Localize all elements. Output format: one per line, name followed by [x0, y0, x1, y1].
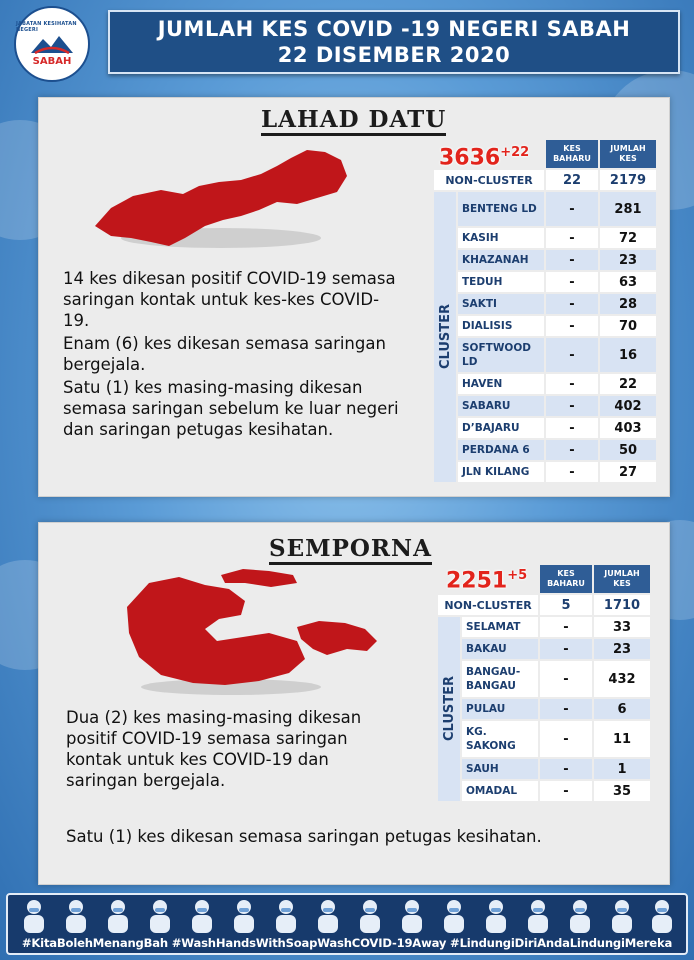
cluster-total: 1: [594, 759, 650, 779]
cluster-name: TEDUH: [458, 272, 544, 292]
lahad-datu-case-table: [432, 138, 658, 484]
cluster-name: SOFTWOOD LD: [458, 338, 544, 372]
semporna-description: [66, 707, 396, 791]
header-new-cases: KES BAHARU: [540, 565, 592, 593]
cluster-new: -: [540, 639, 592, 659]
lahad-datu-map: [91, 146, 351, 256]
cluster-new: -: [546, 338, 598, 372]
description-paragraph: Satu (1) kes dikesan semasa saringan petugas kesihatan.: [66, 827, 542, 846]
cluster-total: 22: [600, 374, 656, 394]
description-paragraph: Dua (2) kes masing-masing dikesan positif COVID-19 semasa saringan kontak untuk kes COVID-19 dan saringan bergejala.: [66, 708, 362, 790]
cluster-new: -: [540, 759, 592, 779]
non-cluster-new: 22: [546, 170, 598, 190]
cluster-new: -: [546, 418, 598, 438]
non-cluster-label: NON-CLUSTER: [434, 170, 544, 190]
cluster-total: 35: [594, 781, 650, 801]
district-title: LAHAD DATU: [261, 108, 446, 136]
cluster-total: 33: [594, 617, 650, 637]
header-total-cases: JUMLAH KES: [594, 565, 650, 593]
cluster-total: 50: [600, 440, 656, 460]
cluster-name: SAUH: [462, 759, 538, 779]
cluster-name: SELAMAT: [462, 617, 538, 637]
non-cluster-total: 2179: [600, 170, 656, 190]
cluster-name: SABARU: [458, 396, 544, 416]
lahad-datu-panel: [38, 97, 670, 497]
increase-value: +22: [500, 145, 530, 160]
cluster-new: -: [546, 374, 598, 394]
cluster-name: BAKAU: [462, 639, 538, 659]
description-paragraph: 14 kes dikesan positif COVID-19 semasa saringan kontak untuk kes-kes COVID-19.: [63, 269, 396, 330]
increase-value: +5: [507, 568, 528, 583]
total-value: 3636: [439, 145, 501, 171]
semporna-case-table: [436, 563, 652, 803]
report-date: 22 DISEMBER 2020: [277, 43, 511, 67]
frontliners-illustration-icon: [14, 897, 678, 933]
cluster-group-label: [434, 192, 456, 482]
cluster-total: 63: [600, 272, 656, 292]
cluster-new: -: [546, 228, 598, 248]
cluster-label-text: CLUSTER: [437, 304, 453, 370]
cluster-name: BANGAU-BANGAU: [462, 661, 538, 697]
description-paragraph: Enam (6) kes dikesan semasa saringan bergejala.: [63, 334, 386, 374]
cluster-total: 70: [600, 316, 656, 336]
header-banner: [108, 10, 680, 74]
cluster-total: 23: [594, 639, 650, 659]
cluster-new: -: [546, 316, 598, 336]
cluster-name: KG. SAKONG: [462, 721, 538, 757]
cluster-total: 403: [600, 418, 656, 438]
cluster-label-text: CLUSTER: [441, 676, 457, 742]
non-cluster-total: 1710: [594, 595, 650, 615]
cluster-new: -: [546, 294, 598, 314]
semporna-panel: [38, 522, 670, 885]
cluster-name: HAVEN: [458, 374, 544, 394]
cluster-new: -: [546, 272, 598, 292]
cluster-new: -: [546, 250, 598, 270]
cluster-name: OMADAL: [462, 781, 538, 801]
cluster-new: -: [546, 396, 598, 416]
cluster-name: SAKTI: [458, 294, 544, 314]
logo-top-text: JABATAN KESIHATAN NEGERI: [16, 21, 77, 33]
semporna-map: [121, 567, 381, 697]
cluster-total: 28: [600, 294, 656, 314]
footer-banner: [0, 893, 694, 960]
cluster-name: DIALISIS: [458, 316, 544, 336]
cluster-total: 6: [594, 699, 650, 719]
total-value: 2251: [446, 568, 508, 594]
cluster-name: D’BAJARU: [458, 418, 544, 438]
cluster-total: 432: [594, 661, 650, 697]
description-paragraph: Satu (1) kes masing-masing dikesan semasa saringan sebelum ke luar negeri dan saringan petugas kesihatan.: [63, 378, 399, 439]
cluster-total: 27: [600, 462, 656, 482]
header-new-cases: KES BAHARU: [546, 140, 598, 168]
cluster-new: -: [540, 661, 592, 697]
cluster-total: 72: [600, 228, 656, 248]
cluster-new: -: [540, 721, 592, 757]
cluster-group-label: [438, 617, 460, 801]
cluster-new: -: [540, 699, 592, 719]
lahad-datu-description: [63, 268, 403, 440]
cluster-new: -: [540, 617, 592, 637]
cluster-name: KASIH: [458, 228, 544, 248]
cluster-name: BENTENG LD: [458, 192, 544, 226]
semporna-description-2: [66, 826, 636, 847]
mountain-icon: [29, 33, 75, 55]
non-cluster-label: NON-CLUSTER: [438, 595, 538, 615]
logo-name: SABAH: [32, 56, 72, 67]
district-title: SEMPORNA: [269, 537, 432, 565]
hashtags: #KitaBolehMenangBah #WashHandsWithSoapWashCOVID-19Away #LindungiDiriAndaLindungiMereka: [21, 936, 673, 950]
cluster-new: -: [540, 781, 592, 801]
cluster-total: 11: [594, 721, 650, 757]
health-department-logo: [14, 6, 90, 82]
header-total-cases: JUMLAH KES: [600, 140, 656, 168]
cluster-name: KHAZANAH: [458, 250, 544, 270]
page-title: JUMLAH KES COVID -19 NEGERI SABAH: [157, 17, 631, 41]
non-cluster-new: 5: [540, 595, 592, 615]
cluster-new: -: [546, 192, 598, 226]
cluster-total: 23: [600, 250, 656, 270]
cluster-name: PULAU: [462, 699, 538, 719]
cluster-total: 281: [600, 192, 656, 226]
cluster-total: 402: [600, 396, 656, 416]
cluster-name: PERDANA 6: [458, 440, 544, 460]
cluster-name: JLN KILANG: [458, 462, 544, 482]
cluster-new: -: [546, 440, 598, 460]
cluster-new: -: [546, 462, 598, 482]
cluster-total: 16: [600, 338, 656, 372]
